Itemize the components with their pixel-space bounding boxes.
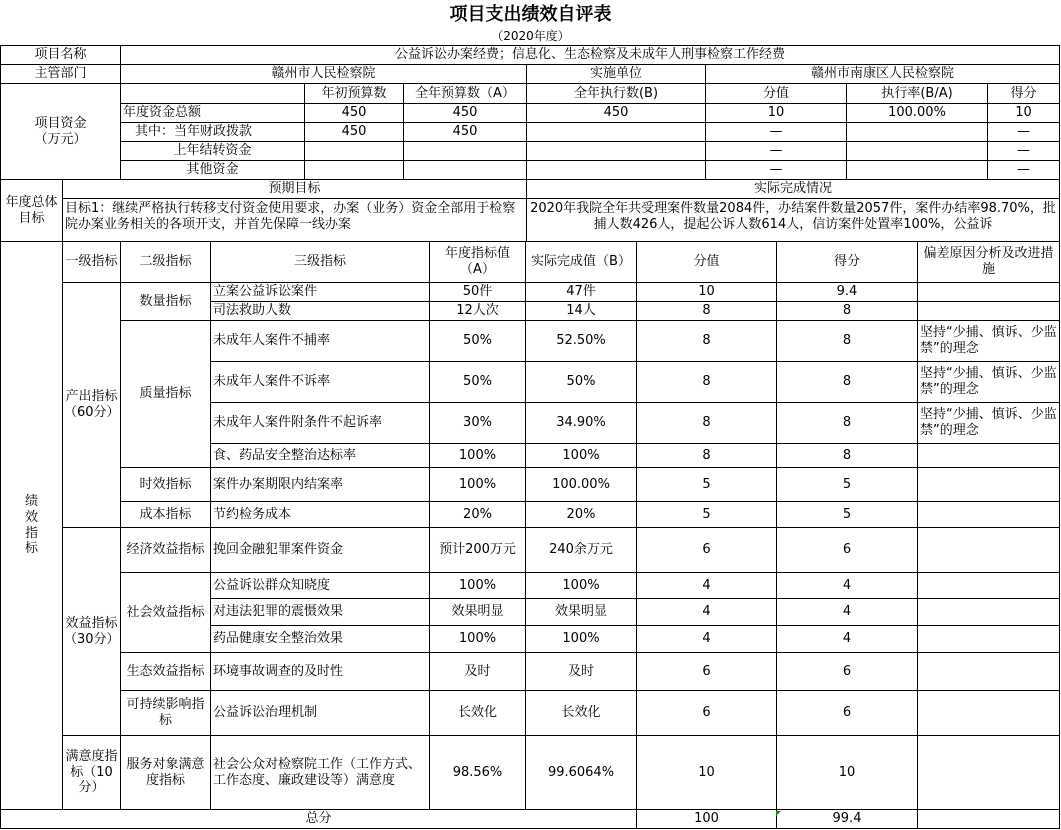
indicator-name: 公益诉讼治理机制: [211, 691, 430, 736]
got-value: 4: [777, 599, 918, 626]
funds-cell: [404, 142, 527, 161]
actual-value: 100%: [526, 573, 637, 599]
got-value: 8: [777, 302, 918, 321]
actual-value: 240余万元: [526, 528, 637, 573]
score-value: 8: [637, 362, 777, 403]
got-value: 4: [777, 573, 918, 599]
indicator-name: 司法救助人数: [211, 302, 430, 321]
total-score: 100: [637, 810, 777, 829]
deviation-note: [918, 444, 1060, 468]
deviation-note: [918, 573, 1060, 599]
score-value: 6: [637, 528, 777, 573]
level1-indicator: 效益指标（30分）: [63, 528, 121, 736]
indicator-name: 对违法犯罪的震慑效果: [211, 599, 430, 626]
deviation-note: [918, 528, 1060, 573]
funds-cell: 450: [527, 104, 706, 123]
target-value: 50%: [430, 362, 526, 403]
actual-value: 20%: [526, 502, 637, 528]
got-value: 8: [777, 403, 918, 444]
goals-actual-header: 实际完成情况: [527, 180, 1060, 199]
level2-indicator: 生态效益指标: [121, 653, 211, 691]
actual-value: 长效化: [526, 691, 637, 736]
funds-cell: —: [706, 161, 847, 180]
funds-cell: 10: [988, 104, 1060, 123]
got-value: 9.4: [777, 283, 918, 302]
score-value: 4: [637, 599, 777, 626]
target-value: 100%: [430, 444, 526, 468]
funds-col-header: 年初预算数: [305, 84, 404, 104]
perf-col-header: 得分: [777, 242, 918, 283]
target-value: 预计200万元: [430, 528, 526, 573]
funds-cell: 10: [706, 104, 847, 123]
level1-indicator: 产出指标（60分）: [63, 283, 121, 528]
deviation-note: 坚持“少捕、慎诉、少监禁”的理念: [918, 321, 1060, 362]
funds-col-header: 全年预算数（A）: [404, 84, 527, 104]
funds-cell: —: [706, 142, 847, 161]
level2-indicator: 成本指标: [121, 502, 211, 528]
indicator-name: 未成年人案件不诉率: [211, 362, 430, 403]
deviation-note: 坚持“少捕、慎诉、少监禁”的理念: [918, 403, 1060, 444]
project-name-label: 项目名称: [0, 45, 121, 65]
funds-cell: 450: [305, 104, 404, 123]
got-value: 6: [777, 653, 918, 691]
indicator-name: 立案公益诉讼案件: [211, 283, 430, 302]
level2-indicator: 可持续影响指标: [121, 691, 211, 736]
deviation-note: [918, 653, 1060, 691]
actual-value: 99.6064%: [526, 736, 637, 810]
funds-row-label: 上年结转资金: [121, 142, 305, 161]
perf-col-header: 分值: [637, 242, 777, 283]
target-value: 100%: [430, 573, 526, 599]
got-value: 8: [777, 444, 918, 468]
project-name-value: 公益诉讼办案经费；信息化、生态检察及未成年人刑事检察工作经费: [121, 45, 1060, 65]
got-value: 10: [777, 736, 918, 810]
target-value: 效果明显: [430, 599, 526, 626]
score-value: 5: [637, 502, 777, 528]
deviation-note: 坚持“少捕、慎诉、少监禁”的理念: [918, 362, 1060, 403]
perf-col-header: 实际完成值（B）: [526, 242, 637, 283]
dept-label: 主管部门: [0, 65, 121, 84]
total-label: 总分: [0, 810, 637, 829]
funds-cell: 450: [404, 104, 527, 123]
funds-col-header: 分值: [706, 84, 847, 104]
score-value: 4: [637, 626, 777, 653]
score-value: 10: [637, 736, 777, 810]
target-value: 98.56%: [430, 736, 526, 810]
deviation-note: [918, 626, 1060, 653]
indicator-name: 挽回金融犯罪案件资金: [211, 528, 430, 573]
target-value: 20%: [430, 502, 526, 528]
perf-col-header: 二级指标: [121, 242, 211, 283]
got-value: 8: [777, 362, 918, 403]
funds-col-header: 全年执行数(B): [527, 84, 706, 104]
actual-value: 及时: [526, 653, 637, 691]
actual-value: 34.90%: [526, 403, 637, 444]
target-value: 50件: [430, 283, 526, 302]
perf-col-header: 三级指标: [211, 242, 430, 283]
funds-cell: [527, 161, 706, 180]
funds-row-label: 其中：当年财政拨款: [121, 123, 305, 142]
actual-value: 47件: [526, 283, 637, 302]
score-value: 8: [637, 302, 777, 321]
funds-row-label: 年度资金总额: [121, 104, 305, 123]
score-value: 8: [637, 321, 777, 362]
level1-indicator: 满意度指标（10分）: [63, 736, 121, 810]
indicator-name: 药品健康安全整治效果: [211, 626, 430, 653]
actual-value: 效果明显: [526, 599, 637, 626]
funds-cell: —: [988, 161, 1060, 180]
funds-col-header: 执行率(B/A): [847, 84, 988, 104]
indicator-name: 未成年人案件不捕率: [211, 321, 430, 362]
got-value: 6: [777, 528, 918, 573]
level2-indicator: 质量指标: [121, 321, 211, 468]
cell-comment-marker: [776, 811, 781, 816]
funds-cell: [527, 123, 706, 142]
indicator-name: 社会公众对检察院工作（工作方式、工作态度、廉政建设等）满意度: [211, 736, 430, 810]
page-subtitle: （2020年度）: [491, 29, 570, 43]
target-value: 长效化: [430, 691, 526, 736]
funds-cell: —: [706, 123, 847, 142]
actual-value: 14人: [526, 302, 637, 321]
funds-cell: [847, 161, 988, 180]
got-value: 5: [777, 468, 918, 502]
total-got: 99.4: [777, 810, 918, 829]
got-value: 4: [777, 626, 918, 653]
target-value: 100%: [430, 468, 526, 502]
perf-col-header: 偏差原因分析及改进措施: [918, 242, 1060, 283]
level2-indicator: 时效指标: [121, 468, 211, 502]
level2-indicator: 经济效益指标: [121, 528, 211, 573]
actual-value: 100%: [526, 444, 637, 468]
target-value: 30%: [430, 403, 526, 444]
target-value: 100%: [430, 626, 526, 653]
indicator-name: 食、药品安全整治达标率: [211, 444, 430, 468]
perf-label: 绩效指标: [0, 242, 63, 810]
funds-header-blank: [121, 84, 305, 104]
funds-cell: 450: [305, 123, 404, 142]
target-value: 50%: [430, 321, 526, 362]
indicator-name: 公益诉讼群众知晓度: [211, 573, 430, 599]
score-value: 6: [637, 653, 777, 691]
level2-indicator: 服务对象满意度指标: [121, 736, 211, 810]
deviation-note: [918, 283, 1060, 302]
page-title: 项目支出绩效自评表: [449, 4, 612, 25]
goals-expected-header: 预期目标: [63, 180, 527, 199]
got-value: 5: [777, 502, 918, 528]
actual-value: 50%: [526, 362, 637, 403]
perf-col-header: 年度指标值（A）: [430, 242, 526, 283]
perf-col-header: 一级指标: [63, 242, 121, 283]
funds-label: 项目资金 （万元）: [0, 84, 121, 180]
funds-cell: [847, 142, 988, 161]
indicator-name: 未成年人案件附条件不起诉率: [211, 403, 430, 444]
funds-cell: —: [988, 142, 1060, 161]
deviation-note: [918, 468, 1060, 502]
funds-cell: [847, 123, 988, 142]
target-value: 12人次: [430, 302, 526, 321]
total-note: [918, 810, 1060, 829]
impl-label: 实施单位: [527, 65, 706, 84]
deviation-note: [918, 691, 1060, 736]
actual-value: 100.00%: [526, 468, 637, 502]
target-value: 及时: [430, 653, 526, 691]
score-value: 6: [637, 691, 777, 736]
deviation-note: [918, 302, 1060, 321]
funds-row-label: 其他资金: [121, 161, 305, 180]
funds-col-header: 得分: [988, 84, 1060, 104]
funds-cell: [305, 161, 404, 180]
actual-value: 100%: [526, 626, 637, 653]
impl-value: 赣州市南康区人民检察院: [706, 65, 1060, 84]
deviation-note: [918, 502, 1060, 528]
goals-actual-text: 2020年我院全年共受理案件数量2084件，办结案件数量2057件，案件办结率98.70%，批捕人数426人，提起公诉人数614人，信访案件处置率100%，公益诉: [527, 199, 1060, 242]
got-value: 6: [777, 691, 918, 736]
indicator-name: 环境事故调查的及时性: [211, 653, 430, 691]
score-value: 4: [637, 573, 777, 599]
indicator-name: 案件办案期限内结案率: [211, 468, 430, 502]
score-value: 8: [637, 444, 777, 468]
score-value: 5: [637, 468, 777, 502]
funds-cell: [305, 142, 404, 161]
dept-value: 赣州市人民检察院: [121, 65, 527, 84]
goals-expected-text: 目标1：继续严格执行转移支付资金使用要求，办案（业务）资金全部用于检察院办案业务相关的各项开支，并首先保障一线办案: [63, 199, 527, 242]
funds-cell: [404, 161, 527, 180]
score-value: 10: [637, 283, 777, 302]
score-value: 8: [637, 403, 777, 444]
got-value: 8: [777, 321, 918, 362]
funds-cell: 450: [404, 123, 527, 142]
deviation-note: [918, 736, 1060, 810]
funds-cell: [527, 142, 706, 161]
funds-cell: —: [988, 123, 1060, 142]
funds-cell: 100.00%: [847, 104, 988, 123]
actual-value: 52.50%: [526, 321, 637, 362]
goals-label: 年度总体目标: [0, 180, 63, 242]
indicator-name: 节约检务成本: [211, 502, 430, 528]
level2-indicator: 社会效益指标: [121, 573, 211, 653]
deviation-note: [918, 599, 1060, 626]
level2-indicator: 数量指标: [121, 283, 211, 321]
